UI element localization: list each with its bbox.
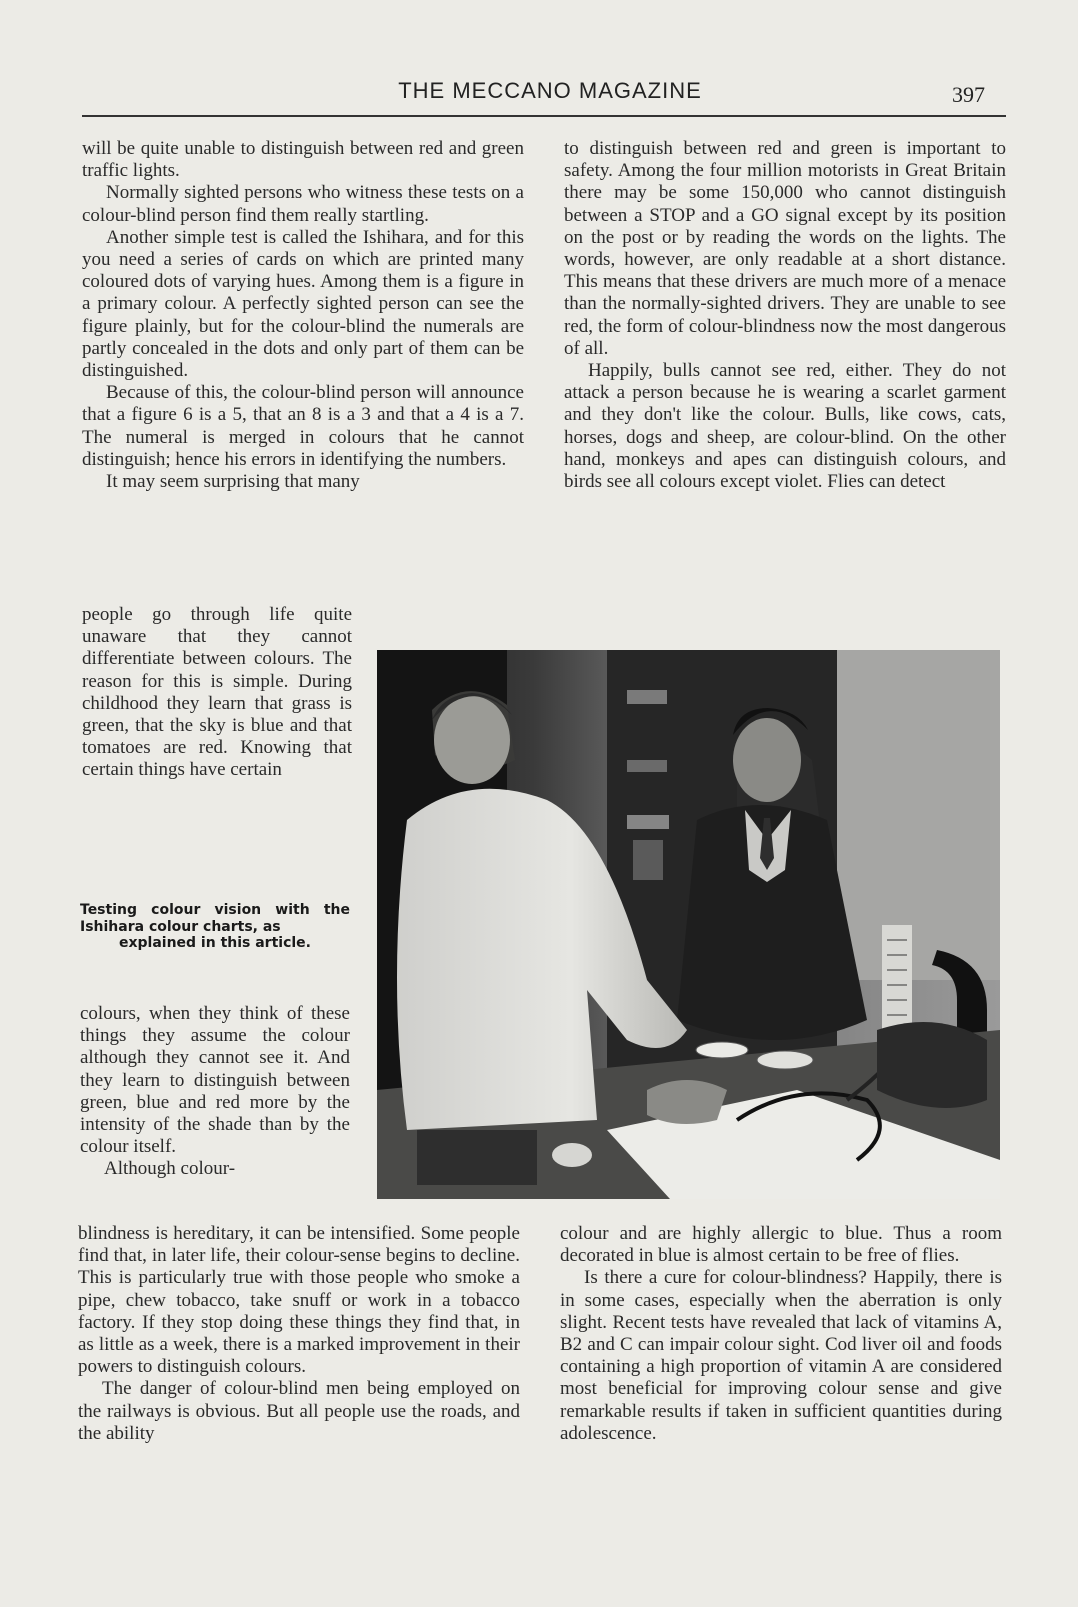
right-column-top: [564, 138, 1006, 493]
paragraph: Is there a cure for colour-blindness? Happily, there is in some cases, especially when the aberration is only slight. Recent tests have revealed that lack of vitamins A, B2 and C can impair colour sight. Cod liver oil and foods containing a high proportion of vitamin A are considered most beneficial for improving colour sense and give remarkable results if taken in sufficient quantities during adolescence.: [560, 1267, 1002, 1444]
caption-line: Testing colour vision with the Ishihara colour charts, as: [80, 902, 350, 935]
header-divider: [82, 115, 1006, 117]
left-column-wrap-text-2: [80, 1003, 350, 1181]
paragraph: to distinguish between red and green is important to safety. Among the four million motorists in Great Britain there may be some 150,000 who cannot distinguish between a STOP and a GO signal except by its position on the post or by reading the words on the lights. The words, however, are only readable at a short distance. This means that these drivers are much more of a menace than the normally-sighted drivers. They are unable to see red, the form of colour-blindness now the most dangerous of all.: [564, 138, 1006, 359]
left-column-bottom: [78, 1223, 520, 1445]
magazine-title: THE MECCANO MAGAZINE: [398, 78, 702, 103]
paragraph: It may seem surprising that many: [106, 471, 360, 493]
paragraph: colours, when they think of these things they assume the colour although they cannot see it. And they learn to distinguish between green, blue and red more by the intensity of the shade than by the colour itself.: [80, 1003, 350, 1158]
left-column-wrap-text: [82, 604, 352, 782]
paragraph: blindness is hereditary, it can be intensified. Some people find that, in later life, their colour-sense begins to decline. This is particularly true with those people who smoke a pipe, chew tobacco, take snuff or work in a tobacco factory. If they stop doing these things they find that, in as little as a week, there is a marked improvement in their powers to distinguish colours.: [78, 1223, 520, 1378]
left-column-top: [82, 138, 524, 493]
paragraph: colour and are highly allergic to blue. Thus a room decorated in blue is almost certain to be free of flies.: [560, 1223, 1002, 1267]
photo-caption: [80, 902, 350, 952]
paragraph: Normally sighted persons who witness these tests on a colour-blind person find them really startling.: [82, 182, 524, 226]
paragraph: people go through life quite unaware that they cannot differentiate between colours. The reason for this is simple. During childhood they learn that grass is green, that the sky is blue and that tomatoes are red. Knowing that certain things have certain: [82, 604, 352, 781]
photo-illustration: [377, 650, 1000, 1199]
paragraph: Happily, bulls cannot see red, either. They do not attack a person because he is wearing a scarlet garment and they don't like the colour. Bulls, like cows, cats, horses, dogs and sheep, are colour-blind. On the other hand, monkeys and apes can distinguish colours, and birds see all colours except violet. Flies can detect: [564, 360, 1006, 493]
page-number: 397: [952, 82, 985, 107]
paragraph: will be quite unable to distinguish between red and green traffic lights.: [82, 138, 524, 182]
paragraph: The danger of colour-blind men being employed on the railways is obvious. But all people use the roads, and the ability: [78, 1378, 520, 1444]
caption-line: explained in this article.: [118, 935, 311, 951]
paragraph: Another simple test is called the Ishihara, and for this you need a series of cards on which are printed many coloured dots of varying hues. Among them is a figure in a primary colour. A perfectly sighted person can see the figure plainly, but for the colour-blind the numerals are partly concealed in the dots and only part of them can be distinguished.: [82, 226, 524, 382]
right-column-bottom: [560, 1223, 1002, 1445]
photograph-colour-vision-test: [377, 650, 1000, 1199]
paragraph: Although colour-: [104, 1158, 236, 1180]
paragraph: Because of this, the colour-blind person will announce that a figure 6 is a 5, that an 8 is a 3 and that a 4 is a 7. The numeral is merged in colours that he cannot distinguish; hence his errors in identifying the numbers.: [82, 382, 524, 470]
